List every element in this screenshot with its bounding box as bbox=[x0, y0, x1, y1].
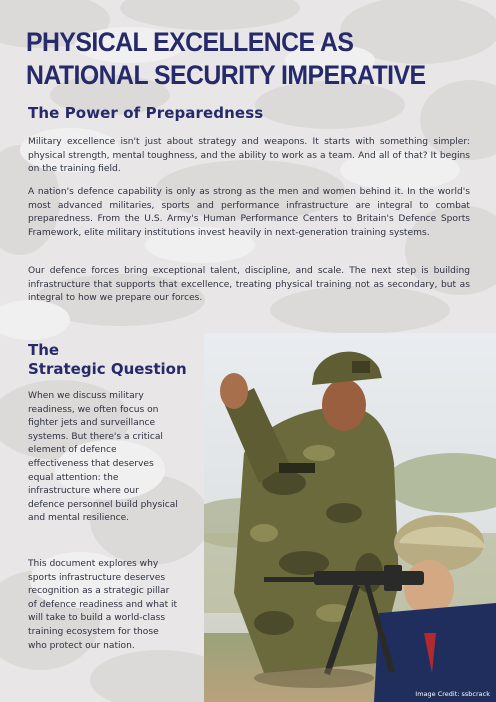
paragraph-document-purpose: This document explores why sports infrastructure deserves recognition as a strategic pillar of defence readiness and what it will take to build a world-class training ecosystem for those who protect our nation. bbox=[28, 559, 178, 651]
title-line-1: PHYSICAL EXCELLENCE AS bbox=[26, 27, 354, 57]
section-heading-preparedness: The Power of Preparedness bbox=[28, 104, 264, 122]
heading-line-2: Strategic Question bbox=[28, 360, 187, 378]
page-title bbox=[26, 26, 440, 92]
paragraph-infrastructure: Our defence forces bring exceptional talent, discipline, and scale. The next step is building infrastructure that supports that excellence, treating physical training not as secondary, but as integral to how we prepare our forces. bbox=[28, 266, 470, 304]
image-credit: Image Credit: ssbcrack bbox=[415, 690, 490, 698]
photo-illustration bbox=[204, 333, 496, 702]
section-heading-strategic-question bbox=[28, 341, 187, 379]
paragraph-intro: Military excellence isn't just about strategy and weapons. It starts with something simpler: physical strength, mental toughness, and the ability to work as a team. And all of that? It begins on the training field. bbox=[28, 137, 470, 175]
soldier-training-photo bbox=[204, 333, 496, 702]
paragraph-defence-capability: A nation's defence capability is only as strong as the men and women behind it. In the world's most advanced militaries, sports and performance infrastructure are integral to combat preparedness. From the U.S. Army's Human Performance Centers to Britain's Defence Sports Framework, elite military institutions invest heavily in next-generation training systems. bbox=[28, 187, 470, 238]
heading-line-1: The bbox=[28, 341, 60, 359]
title-line-2: NATIONAL SECURITY IMPERATIVE bbox=[26, 60, 426, 90]
paragraph-military-readiness: When we discuss military readiness, we often focus on fighter jets and surveillance systems. But there's a critical element of defence effectiveness that deserves equal attention: the infrastructure where our defence personnel build physical and mental resilience. bbox=[28, 391, 178, 524]
